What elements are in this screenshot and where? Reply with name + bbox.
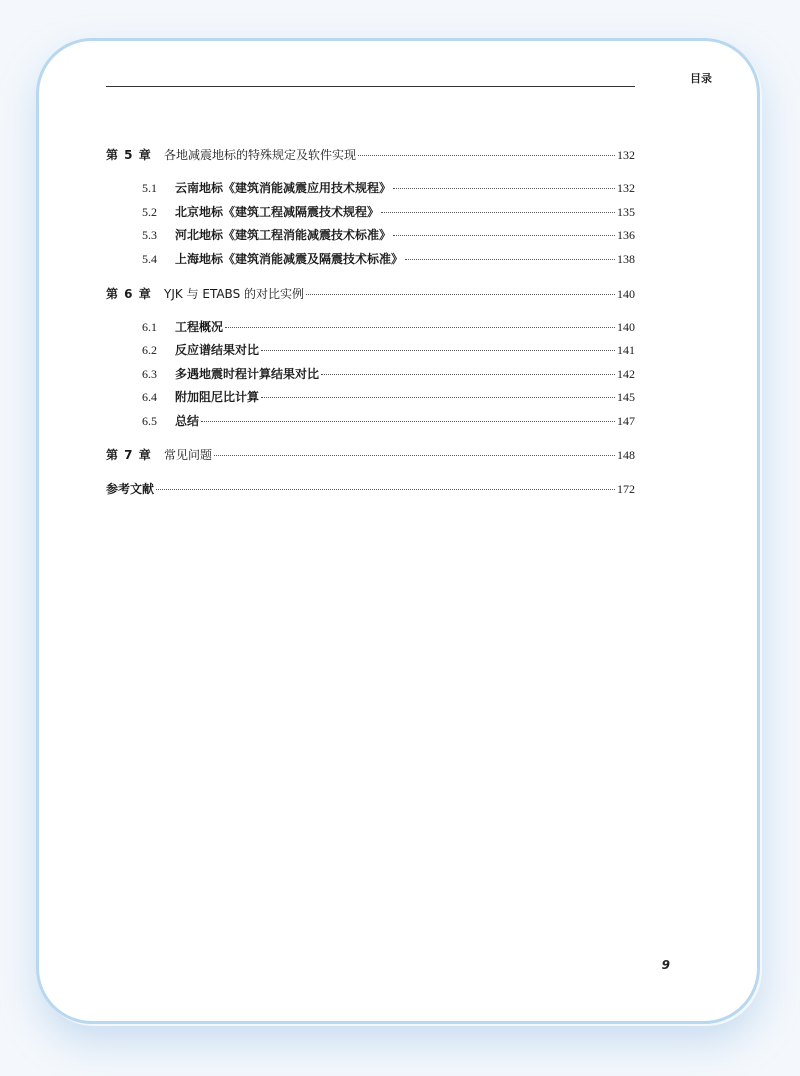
dot-leader: [321, 373, 615, 375]
page-ref: 145: [617, 390, 635, 404]
dot-leader: [358, 154, 615, 156]
toc-chapter-5[interactable]: [106, 146, 635, 164]
section-title: 反应谱结果对比: [175, 343, 260, 357]
page-ref: 141: [617, 343, 635, 357]
section-title: 附加阻尼比计算: [175, 390, 260, 404]
running-header: 目录: [690, 72, 712, 85]
section-number: 6.5: [142, 414, 157, 428]
dot-leader: [201, 420, 615, 422]
page-number: 9: [661, 958, 670, 972]
toc-references[interactable]: [106, 480, 635, 498]
toc-section-5-3[interactable]: [142, 226, 635, 244]
dot-leader: [225, 326, 615, 328]
section-title: 工程概况: [175, 320, 224, 334]
page-ref: 148: [617, 448, 635, 462]
chapter-number: 第 5 章: [106, 148, 152, 162]
page-ref: 136: [617, 228, 635, 242]
page-ref: 138: [617, 252, 635, 266]
section-number: 6.1: [142, 320, 157, 334]
chapter-title: 常见问题: [164, 448, 213, 462]
section-number: 5.3: [142, 228, 157, 242]
toc-section-5-1[interactable]: [142, 179, 635, 197]
dot-leader: [261, 396, 615, 398]
section-number: 5.4: [142, 252, 157, 266]
dot-leader: [393, 234, 615, 236]
toc-section-5-2[interactable]: [142, 203, 635, 221]
dot-leader: [156, 488, 615, 490]
section-title: 上海地标《建筑消能减震及隔震技术标准》: [175, 252, 404, 266]
toc-section-6-3[interactable]: [142, 365, 635, 383]
section-number: 5.1: [142, 181, 157, 195]
header-rule: [106, 86, 635, 87]
page-ref: 132: [617, 148, 635, 162]
chapter-title: 各地减震地标的特殊规定及软件实现: [164, 148, 357, 162]
dot-leader: [381, 211, 615, 213]
page-ref: 140: [617, 320, 635, 334]
section-title: 总结: [175, 414, 200, 428]
section-number: 6.4: [142, 390, 157, 404]
toc-section-6-1[interactable]: [142, 318, 635, 336]
section-number: 6.3: [142, 367, 157, 381]
dot-leader: [393, 187, 615, 189]
page-ref: 132: [617, 181, 635, 195]
page-ref: 140: [617, 287, 635, 301]
references-title: 参考文献: [106, 482, 155, 496]
dot-leader: [306, 293, 615, 295]
dot-leader: [405, 258, 615, 260]
chapter-number: 第 7 章: [106, 448, 152, 462]
toc-section-6-2[interactable]: [142, 341, 635, 359]
page-ref: 142: [617, 367, 635, 381]
chapter-title: YJK 与 ETABS 的对比实例: [164, 287, 305, 301]
toc-section-6-4[interactable]: [142, 388, 635, 406]
page-ref: 172: [617, 482, 635, 496]
page-ref: 135: [617, 205, 635, 219]
toc-chapter-7[interactable]: [106, 446, 635, 464]
section-number: 5.2: [142, 205, 157, 219]
page-ref: 147: [617, 414, 635, 428]
section-number: 6.2: [142, 343, 157, 357]
section-title: 河北地标《建筑工程消能减震技术标准》: [175, 228, 392, 242]
chapter-number: 第 6 章: [106, 287, 152, 301]
section-title: 北京地标《建筑工程减隔震技术规程》: [175, 205, 380, 219]
section-title: 多遇地震时程计算结果对比: [175, 367, 320, 381]
toc-section-5-4[interactable]: [142, 250, 635, 268]
dot-leader: [214, 454, 615, 456]
dot-leader: [261, 349, 615, 351]
toc-section-6-5[interactable]: [142, 412, 635, 430]
toc-chapter-6[interactable]: [106, 285, 635, 303]
section-title: 云南地标《建筑消能减震应用技术规程》: [175, 181, 392, 195]
